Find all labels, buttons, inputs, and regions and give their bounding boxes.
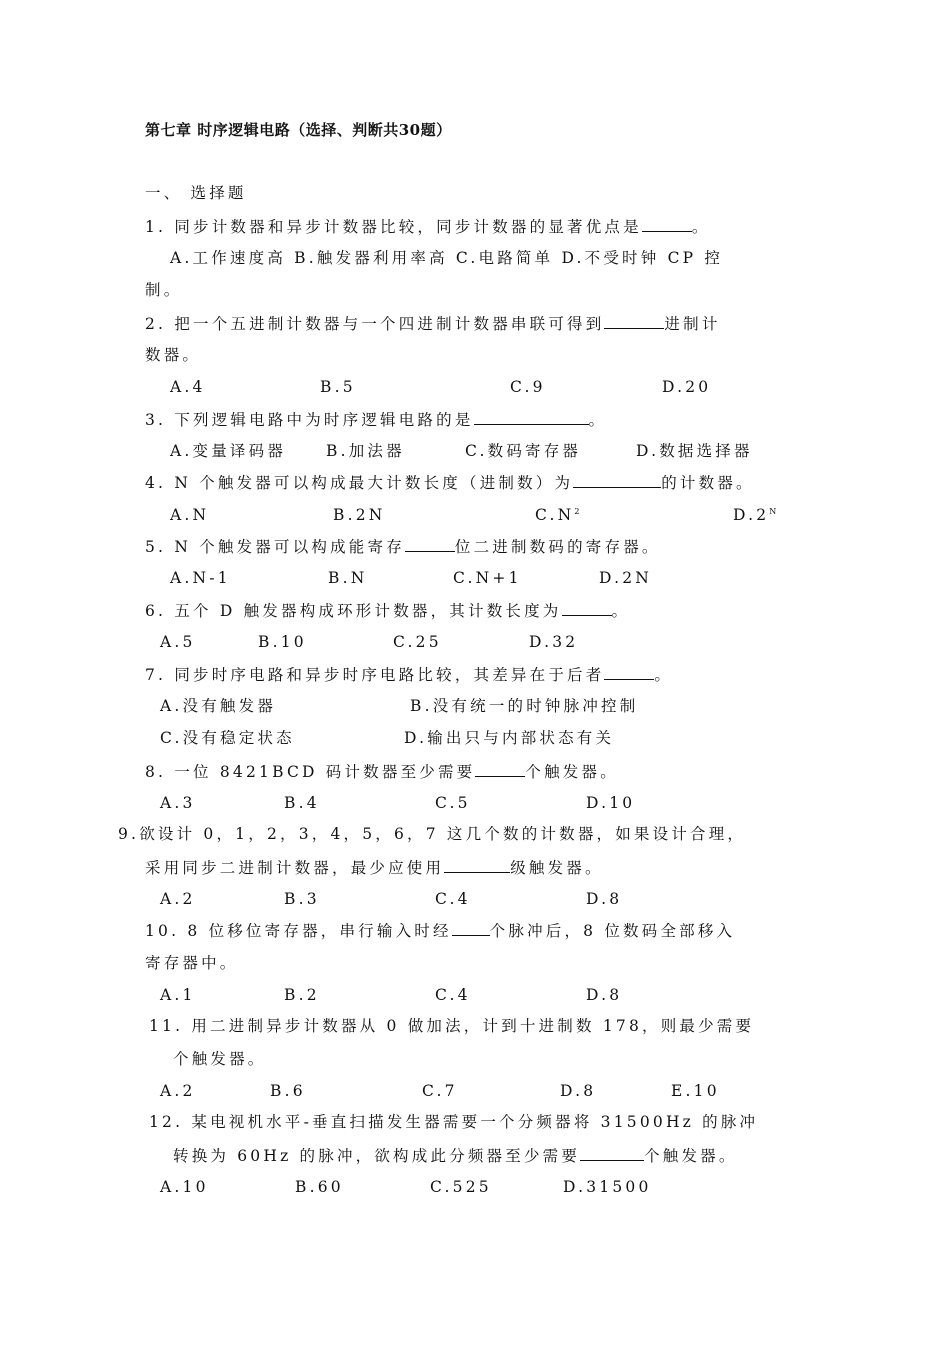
section-heading: 一、 选择题: [145, 184, 247, 202]
question-9: 9.欲设计 0，1，2，3，4，5，6，7 这几个数的计数器，如果设计合理，: [118, 825, 747, 843]
question-10: 10. 8 位移位寄存器，串行输入时经 个脉冲后，8 位数码全部移入: [145, 922, 736, 940]
option-c: C.9: [510, 378, 546, 396]
option-d: D.20: [662, 378, 712, 396]
option-d: D.输出只与内部状态有关: [404, 729, 615, 747]
option-b: B.N: [328, 569, 368, 587]
option-a: A.1: [160, 986, 196, 1004]
option-c: C.4: [435, 890, 471, 908]
question-6: 6. 五个 D 触发器构成环形计数器，其计数长度为 。: [145, 602, 631, 620]
question-2: 2. 把一个五进制计数器与一个四进制计数器串联可得到 进制计: [145, 315, 721, 333]
answer-blank: [562, 600, 612, 616]
option-a: A.变量译码器: [170, 442, 287, 460]
answer-blank: [580, 1145, 644, 1161]
answer-blank: [573, 472, 661, 488]
option-b: B.加法器: [326, 442, 405, 460]
question-7: 7. 同步时序电路和异步时序电路比较，其差异在于后者 。: [145, 666, 674, 684]
answer-blank: [405, 536, 455, 552]
answer-blank: [604, 664, 654, 680]
option-b: B.6: [270, 1082, 306, 1100]
option-b: B.4: [284, 794, 320, 812]
answer-blank: [444, 857, 510, 873]
question-4: 4. N 个触发器可以构成最大计数长度（进制数）为 的计数器。: [145, 474, 755, 492]
question-12-cont: 转换为 60Hz 的脉冲，欲构成此分频器至少需要 个触发器。: [173, 1147, 738, 1165]
option-b: B.10: [258, 633, 307, 651]
question-10-cont: 寄存器中。: [145, 954, 239, 972]
question-11: 11. 用二进制异步计数器从 0 做加法，计到十进制数 178，则最少需要: [149, 1017, 755, 1035]
option-d: D.8: [586, 890, 623, 908]
question-5: 5. N 个触发器可以构成能寄存 位二进制数码的寄存器。: [145, 538, 661, 556]
question-1-options: A.工作速度高 B.触发器利用率高 C.电路简单 D.不受时钟 CP 控: [170, 249, 724, 267]
option-c: $C.N^2$: [535, 506, 580, 524]
answer-blank: [604, 313, 664, 329]
answer-blank: [474, 409, 589, 425]
option-d: D.8: [560, 1082, 597, 1100]
answer-blank: [475, 761, 525, 777]
option-a: A.N: [170, 506, 210, 524]
option-a: A.10: [160, 1178, 209, 1196]
question-11-cont: 个触发器。: [173, 1050, 267, 1068]
option-d: D.10: [586, 794, 636, 812]
question-8: 8. 一位 8421BCD 码计数器至少需要 个触发器。: [145, 763, 619, 781]
option-c: C.N+1: [453, 569, 522, 587]
question-12: 12. 某电视机水平-垂直扫描发生器需要一个分频器将 31500Hz 的脉冲: [149, 1113, 759, 1131]
page-title: 第七章 时序逻辑电路（选择、判断共30题）: [145, 121, 452, 139]
option-c: C.5: [435, 794, 471, 812]
question-1-cont: 制。: [145, 281, 183, 299]
option-d: D.2N: [599, 569, 653, 587]
option-a: A.没有触发器: [160, 697, 277, 715]
option-b: B.5: [320, 378, 356, 396]
option-d: D.32: [529, 633, 579, 651]
option-a: A.2: [160, 890, 196, 908]
question-1: 1. 同步计数器和异步计数器比较，同步计数器的显著优点是 。: [145, 218, 711, 236]
option-a: A.N-1: [170, 569, 231, 587]
option-a: A.4: [170, 378, 206, 396]
option-a: A.2: [160, 1082, 196, 1100]
option-c: C.7: [422, 1082, 458, 1100]
option-b: B.60: [295, 1178, 344, 1196]
option-a: A.3: [160, 794, 196, 812]
question-2-cont: 数器。: [145, 346, 202, 364]
option-c: C.25: [393, 633, 442, 651]
option-d: D.31500: [563, 1178, 652, 1196]
option-c: C.525: [430, 1178, 492, 1196]
option-c: C.4: [435, 986, 471, 1004]
option-b: B.2: [284, 986, 320, 1004]
option-d: D.8: [586, 986, 623, 1004]
question-9-cont: 采用同步二进制计数器，最少应使用 级触发器。: [145, 859, 604, 877]
option-d: $D.2^N$: [733, 506, 777, 524]
option-b: B.2N: [333, 506, 386, 524]
answer-blank: [452, 920, 490, 936]
question-3: 3. 下列逻辑电路中为时序逻辑电路的是 。: [145, 411, 608, 429]
option-c: C.数码寄存器: [465, 442, 582, 460]
option-e: E.10: [671, 1082, 720, 1100]
option-a: A.5: [160, 633, 196, 651]
option-c: C.没有稳定状态: [160, 729, 295, 747]
option-b: B.没有统一的时钟脉冲控制: [410, 697, 639, 715]
option-b: B.3: [284, 890, 320, 908]
option-d: D.数据选择器: [636, 442, 753, 460]
answer-blank: [642, 216, 692, 232]
